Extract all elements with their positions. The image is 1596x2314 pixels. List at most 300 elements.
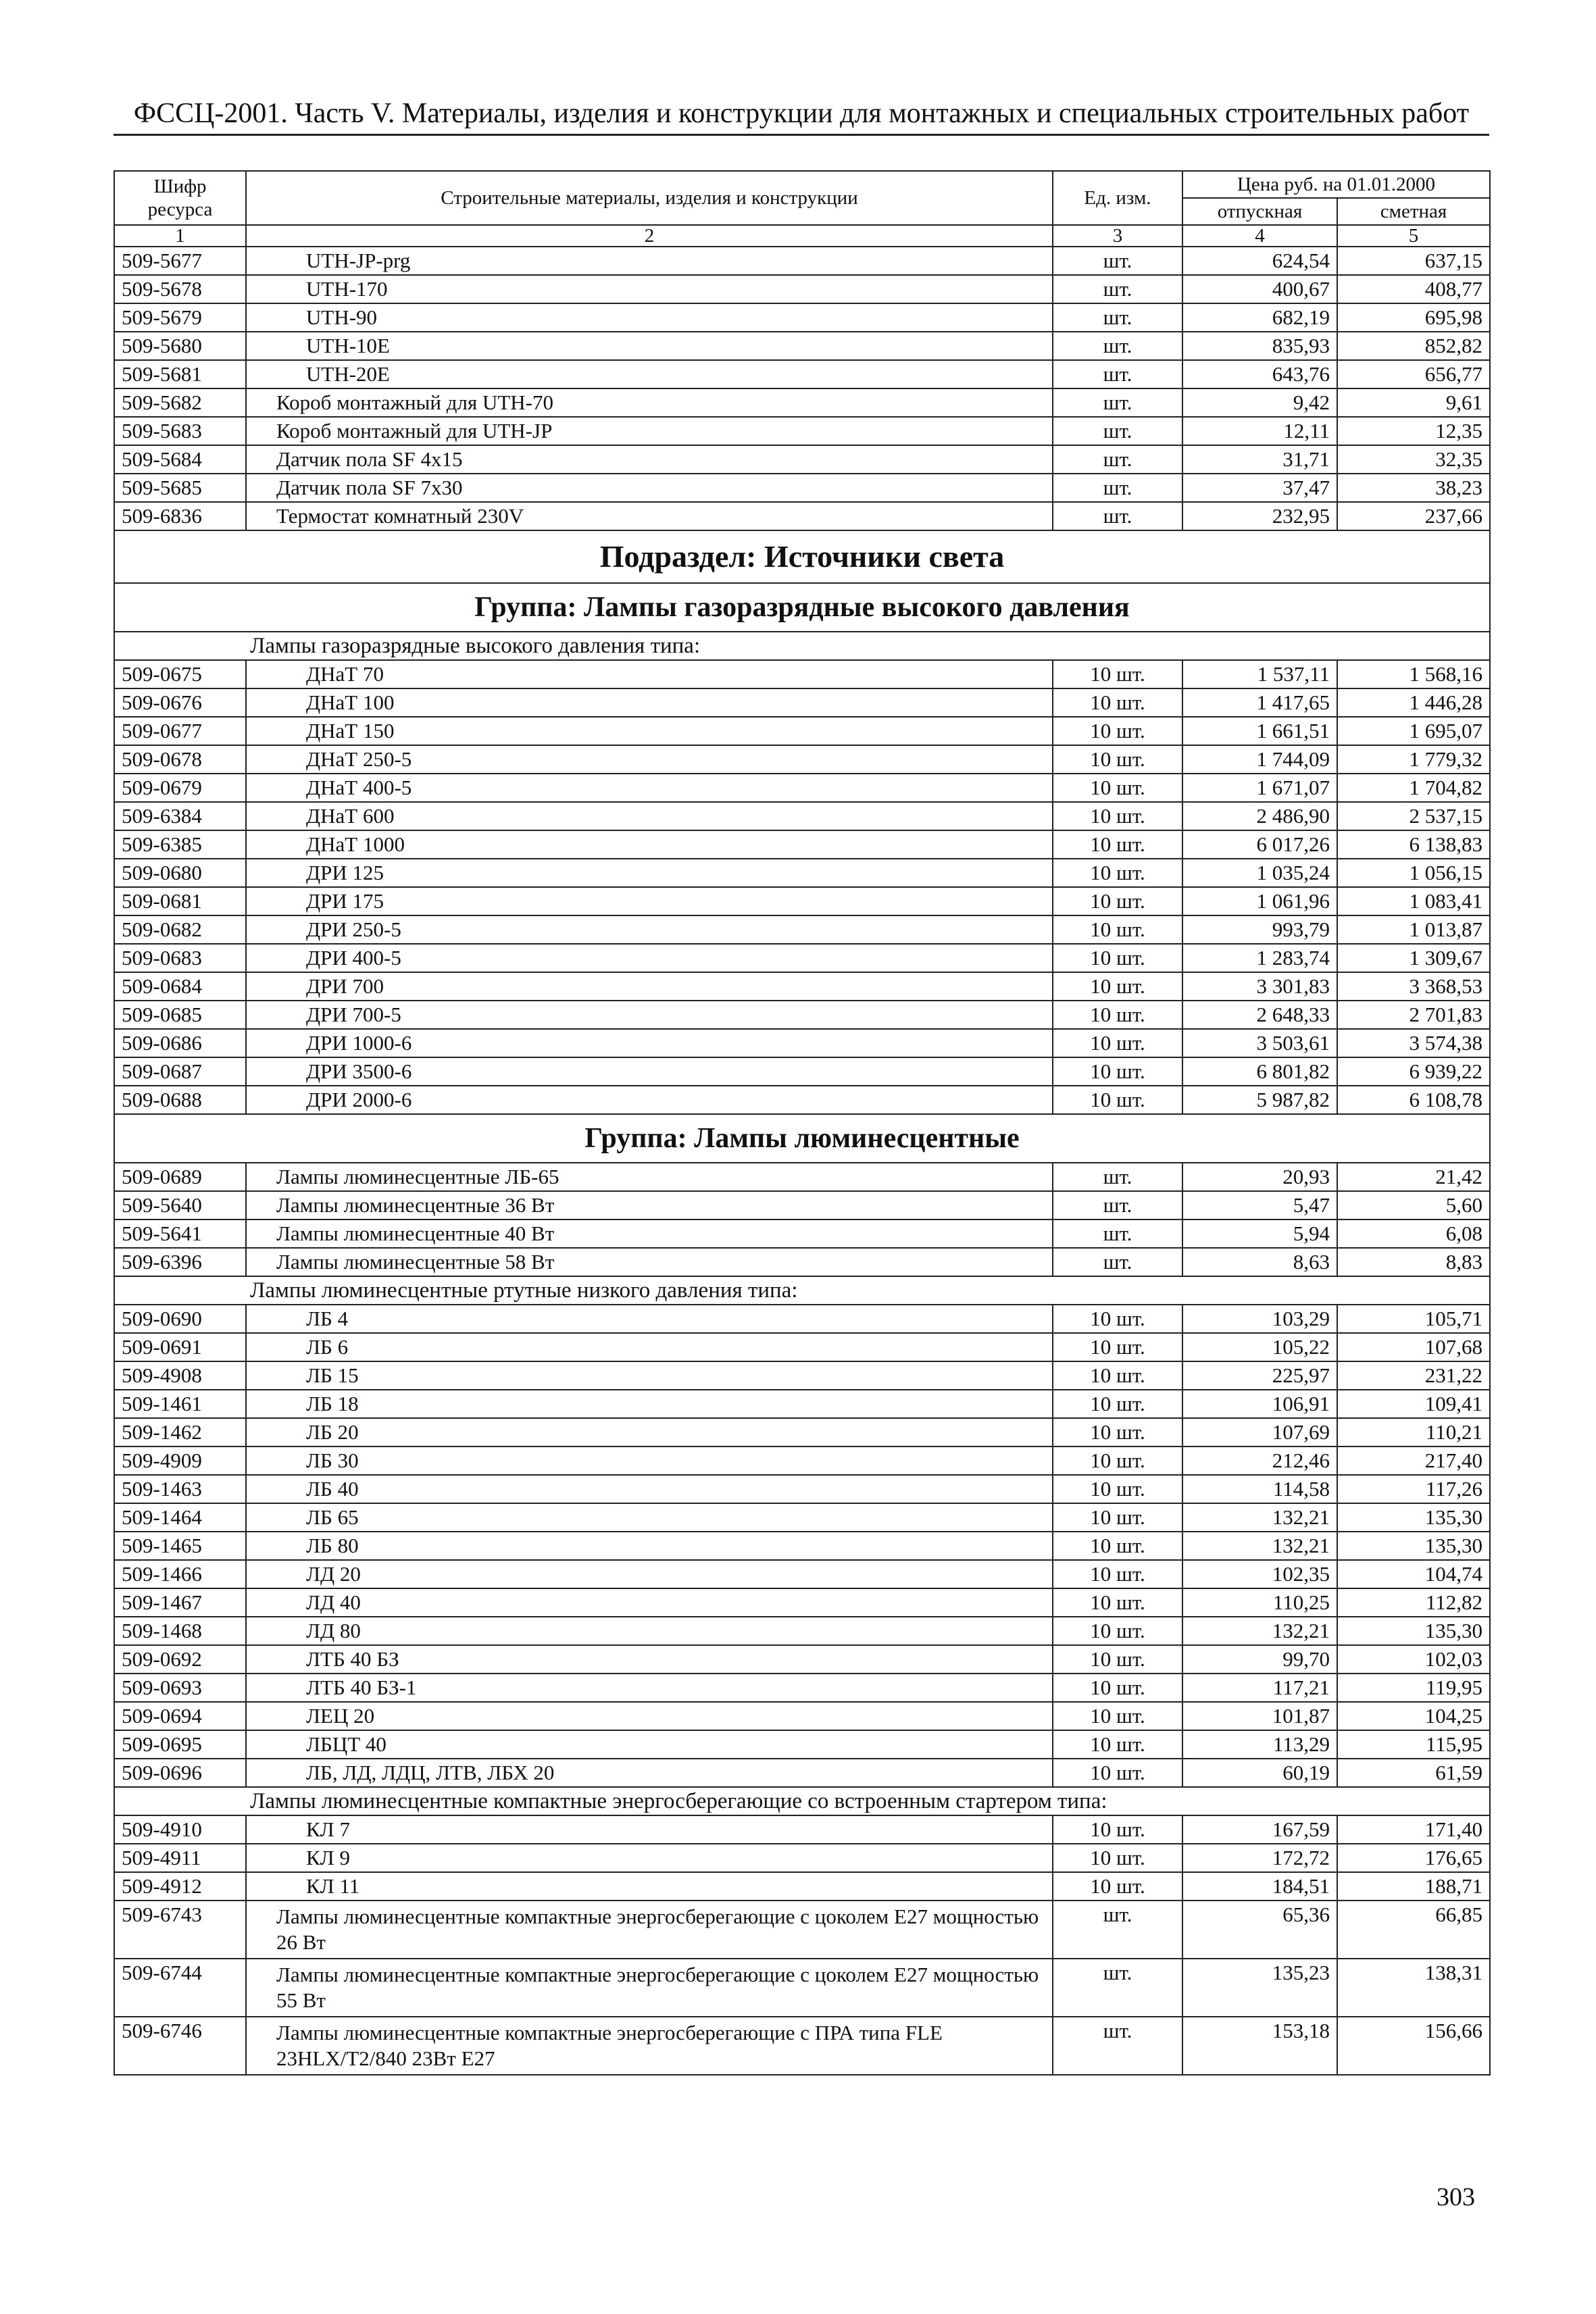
- resource-code: 509-6836: [114, 502, 246, 530]
- resource-code: 509-0690: [114, 1305, 246, 1333]
- item-unit: 10 шт.: [1053, 972, 1182, 1001]
- estimate-price: 135,30: [1337, 1617, 1490, 1645]
- item-name: ЛТБ 40 БЗ: [246, 1645, 1053, 1674]
- item-name: ЛБЦТ 40: [246, 1730, 1053, 1759]
- release-price: 103,29: [1182, 1305, 1337, 1333]
- resource-code: 509-5680: [114, 332, 246, 360]
- release-price: 1 661,51: [1182, 717, 1337, 745]
- type-header-text: Лампы люминесцентные компактные энергосберегающие со встроенным стартером типа:: [114, 1787, 1490, 1815]
- resource-code: 509-0683: [114, 944, 246, 972]
- resource-code: 509-6743: [114, 1901, 246, 1959]
- item-name: ЛБ, ЛД, ЛДЦ, ЛТВ, ЛБХ 20: [246, 1759, 1053, 1787]
- item-name: Термостат комнатный 230V: [246, 502, 1053, 530]
- item-name: ДРИ 250-5: [246, 915, 1053, 944]
- table-row: [114, 1532, 1490, 1560]
- estimate-price: 112,82: [1337, 1588, 1490, 1617]
- estimate-price: 9,61: [1337, 388, 1490, 417]
- table-row: [114, 1390, 1490, 1418]
- item-name: ДРИ 700: [246, 972, 1053, 1001]
- resource-code: 509-6396: [114, 1248, 246, 1276]
- table-row: [114, 1872, 1490, 1901]
- item-name: ЛБ 20: [246, 1418, 1053, 1447]
- table-row: [114, 1901, 1490, 1959]
- item-name: ЛТБ 40 БЗ-1: [246, 1674, 1053, 1702]
- estimate-price: 6,08: [1337, 1219, 1490, 1248]
- table-row: [114, 688, 1490, 717]
- release-price: 65,36: [1182, 1901, 1337, 1959]
- estimate-price: 6 138,83: [1337, 830, 1490, 859]
- table-row: [114, 660, 1490, 688]
- item-unit: 10 шт.: [1053, 830, 1182, 859]
- estimate-price: 2 537,15: [1337, 802, 1490, 830]
- item-name: UTH-JP-prg: [246, 247, 1053, 275]
- item-name: Лампы люминесцентные компактные энергосберегающие с цоколем Е27 мощностью 55 Вт: [246, 1959, 1053, 2017]
- resource-code: 509-4909: [114, 1447, 246, 1475]
- release-price: 31,71: [1182, 445, 1337, 474]
- release-price: 37,47: [1182, 474, 1337, 502]
- release-price: 107,69: [1182, 1418, 1337, 1447]
- release-price: 114,58: [1182, 1475, 1337, 1503]
- estimate-price: 105,71: [1337, 1305, 1490, 1333]
- resource-code: 509-0675: [114, 660, 246, 688]
- estimate-price: 135,30: [1337, 1532, 1490, 1560]
- estimate-price: 6 108,78: [1337, 1086, 1490, 1114]
- resource-code: 509-0685: [114, 1001, 246, 1029]
- table-row: [114, 915, 1490, 944]
- table-row: [114, 303, 1490, 332]
- resource-code: 509-6384: [114, 802, 246, 830]
- estimate-price: 6 939,22: [1337, 1057, 1490, 1086]
- item-unit: 10 шт.: [1053, 1872, 1182, 1901]
- estimate-price: 135,30: [1337, 1503, 1490, 1532]
- page-number: 303: [1437, 2183, 1475, 2211]
- estimate-price: 3 368,53: [1337, 972, 1490, 1001]
- resource-code: 509-0696: [114, 1759, 246, 1787]
- estimate-price: 1 446,28: [1337, 688, 1490, 717]
- col-header-release: отпускная: [1182, 198, 1337, 225]
- item-name: UTH-20E: [246, 360, 1053, 388]
- release-price: 110,25: [1182, 1588, 1337, 1617]
- item-name: ДНаТ 1000: [246, 830, 1053, 859]
- item-name: ЛБ 4: [246, 1305, 1053, 1333]
- item-name: ЛБ 65: [246, 1503, 1053, 1532]
- release-price: 153,18: [1182, 2017, 1337, 2075]
- table-row: [114, 887, 1490, 915]
- release-price: 1 744,09: [1182, 745, 1337, 774]
- resource-code: 509-5641: [114, 1219, 246, 1248]
- table-row: [114, 972, 1490, 1001]
- col-number: 4: [1182, 225, 1337, 247]
- item-unit: 10 шт.: [1053, 688, 1182, 717]
- release-price: 106,91: [1182, 1390, 1337, 1418]
- item-unit: 10 шт.: [1053, 1418, 1182, 1447]
- release-price: 1 671,07: [1182, 774, 1337, 802]
- estimate-price: 12,35: [1337, 417, 1490, 445]
- resource-code: 509-0677: [114, 717, 246, 745]
- resource-code: 509-0691: [114, 1333, 246, 1361]
- estimate-price: 695,98: [1337, 303, 1490, 332]
- item-unit: шт.: [1053, 417, 1182, 445]
- resource-code: 509-0695: [114, 1730, 246, 1759]
- item-unit: 10 шт.: [1053, 1730, 1182, 1759]
- item-unit: 10 шт.: [1053, 1645, 1182, 1674]
- resource-code: 509-5683: [114, 417, 246, 445]
- col-header-price: Цена руб. на 01.01.2000: [1182, 171, 1490, 198]
- release-price: 1 417,65: [1182, 688, 1337, 717]
- item-name: ЛБ 80: [246, 1532, 1053, 1560]
- estimate-price: 107,68: [1337, 1333, 1490, 1361]
- item-unit: 10 шт.: [1053, 1503, 1182, 1532]
- release-price: 184,51: [1182, 1872, 1337, 1901]
- item-name: ЛД 80: [246, 1617, 1053, 1645]
- release-price: 212,46: [1182, 1447, 1337, 1475]
- table-row: [114, 1759, 1490, 1787]
- release-price: 400,67: [1182, 275, 1337, 303]
- estimate-price: 1 083,41: [1337, 887, 1490, 915]
- table-row: [114, 1674, 1490, 1702]
- resource-code: 509-0694: [114, 1702, 246, 1730]
- item-unit: шт.: [1053, 1191, 1182, 1219]
- item-name: Лампы люминесцентные компактные энергосберегающие с цоколем Е27 мощностью 26 Вт: [246, 1901, 1053, 1959]
- item-name: КЛ 7: [246, 1815, 1053, 1844]
- estimate-price: 109,41: [1337, 1390, 1490, 1418]
- release-price: 9,42: [1182, 388, 1337, 417]
- estimate-price: 637,15: [1337, 247, 1490, 275]
- item-unit: шт.: [1053, 474, 1182, 502]
- estimate-price: 188,71: [1337, 1872, 1490, 1901]
- resource-code: 509-0682: [114, 915, 246, 944]
- table-row: [114, 1029, 1490, 1057]
- table-row: [114, 502, 1490, 530]
- table-row: [114, 474, 1490, 502]
- release-price: 682,19: [1182, 303, 1337, 332]
- item-name: Датчик пола SF 7x30: [246, 474, 1053, 502]
- item-unit: 10 шт.: [1053, 1674, 1182, 1702]
- estimate-price: 110,21: [1337, 1418, 1490, 1447]
- resource-code: 509-4910: [114, 1815, 246, 1844]
- table-row: [114, 1560, 1490, 1588]
- item-unit: 10 шт.: [1053, 859, 1182, 887]
- estimate-price: 8,83: [1337, 1248, 1490, 1276]
- item-name: ДНаТ 100: [246, 688, 1053, 717]
- table-row: [114, 332, 1490, 360]
- item-unit: шт.: [1053, 247, 1182, 275]
- resource-code: 509-0684: [114, 972, 246, 1001]
- resource-code: 509-0686: [114, 1029, 246, 1057]
- item-unit: 10 шт.: [1053, 1361, 1182, 1390]
- item-name: ДРИ 400-5: [246, 944, 1053, 972]
- resource-code: 509-0676: [114, 688, 246, 717]
- estimate-price: 115,95: [1337, 1730, 1490, 1759]
- item-unit: 10 шт.: [1053, 1815, 1182, 1844]
- table-row: [114, 774, 1490, 802]
- item-name: Лампы люминесцентные ЛБ-65: [246, 1163, 1053, 1191]
- estimate-price: 102,03: [1337, 1645, 1490, 1674]
- type-header-row: [114, 1276, 1490, 1305]
- estimate-price: 656,77: [1337, 360, 1490, 388]
- item-unit: 10 шт.: [1053, 745, 1182, 774]
- item-name: ЛБ 40: [246, 1475, 1053, 1503]
- type-header-row: [114, 1787, 1490, 1815]
- release-price: 132,21: [1182, 1617, 1337, 1645]
- estimate-price: 217,40: [1337, 1447, 1490, 1475]
- item-unit: шт.: [1053, 388, 1182, 417]
- item-unit: 10 шт.: [1053, 1588, 1182, 1617]
- table-row: [114, 1815, 1490, 1844]
- resource-code: 509-0680: [114, 859, 246, 887]
- col-header-code: Шифр ресурса: [114, 171, 246, 225]
- resource-code: 509-5677: [114, 247, 246, 275]
- resource-code: 509-5640: [114, 1191, 246, 1219]
- estimate-price: 38,23: [1337, 474, 1490, 502]
- item-unit: 10 шт.: [1053, 1560, 1182, 1588]
- item-unit: 10 шт.: [1053, 717, 1182, 745]
- col-number: 5: [1337, 225, 1490, 247]
- table-row: [114, 1057, 1490, 1086]
- item-unit: 10 шт.: [1053, 774, 1182, 802]
- release-price: 1 061,96: [1182, 887, 1337, 915]
- item-unit: 10 шт.: [1053, 1029, 1182, 1057]
- release-price: 60,19: [1182, 1759, 1337, 1787]
- estimate-price: 408,77: [1337, 275, 1490, 303]
- item-unit: 10 шт.: [1053, 1001, 1182, 1029]
- item-name: Короб монтажный для UTH-JP: [246, 417, 1053, 445]
- table-row: [114, 247, 1490, 275]
- estimate-price: 1 309,67: [1337, 944, 1490, 972]
- estimate-price: 176,65: [1337, 1844, 1490, 1872]
- item-name: UTH-90: [246, 303, 1053, 332]
- release-price: 20,93: [1182, 1163, 1337, 1191]
- item-name: ЛБ 6: [246, 1333, 1053, 1361]
- group-row: [114, 583, 1490, 632]
- table-row: [114, 1191, 1490, 1219]
- table-row: [114, 1447, 1490, 1475]
- table-row: [114, 1333, 1490, 1361]
- resource-code: 509-0679: [114, 774, 246, 802]
- release-price: 6 017,26: [1182, 830, 1337, 859]
- estimate-price: 104,25: [1337, 1702, 1490, 1730]
- item-name: Лампы люминесцентные 58 Вт: [246, 1248, 1053, 1276]
- release-price: 99,70: [1182, 1645, 1337, 1674]
- item-unit: шт.: [1053, 275, 1182, 303]
- item-unit: 10 шт.: [1053, 1447, 1182, 1475]
- resource-code: 509-6746: [114, 2017, 246, 2075]
- table-row: [114, 1001, 1490, 1029]
- col-header-unit: Ед. изм.: [1053, 171, 1182, 225]
- release-price: 643,76: [1182, 360, 1337, 388]
- item-name: ДНаТ 70: [246, 660, 1053, 688]
- type-header-text: Лампы газоразрядные высокого давления типа:: [114, 632, 1490, 660]
- table-row: [114, 1617, 1490, 1645]
- estimate-price: 138,31: [1337, 1959, 1490, 2017]
- resource-code: 509-4908: [114, 1361, 246, 1390]
- resource-code: 509-1467: [114, 1588, 246, 1617]
- type-header-text: Лампы люминесцентные ртутные низкого давления типа:: [114, 1276, 1490, 1305]
- table-row: [114, 445, 1490, 474]
- resource-code: 509-0693: [114, 1674, 246, 1702]
- resource-code: 509-1466: [114, 1560, 246, 1588]
- estimate-price: 1 013,87: [1337, 915, 1490, 944]
- release-price: 1 283,74: [1182, 944, 1337, 972]
- item-name: КЛ 11: [246, 1872, 1053, 1901]
- item-name: ЛД 40: [246, 1588, 1053, 1617]
- item-name: ДНаТ 150: [246, 717, 1053, 745]
- item-name: ЛБ 18: [246, 1390, 1053, 1418]
- release-price: 172,72: [1182, 1844, 1337, 1872]
- item-name: ДРИ 1000-6: [246, 1029, 1053, 1057]
- release-price: 101,87: [1182, 1702, 1337, 1730]
- resource-code: 509-1461: [114, 1390, 246, 1418]
- table-row: [114, 802, 1490, 830]
- table-row: [114, 1305, 1490, 1333]
- col-number: 2: [246, 225, 1053, 247]
- type-header-row: [114, 632, 1490, 660]
- resource-code: 509-6385: [114, 830, 246, 859]
- item-unit: 10 шт.: [1053, 1702, 1182, 1730]
- table-row: [114, 1645, 1490, 1674]
- item-unit: 10 шт.: [1053, 944, 1182, 972]
- item-unit: шт.: [1053, 2017, 1182, 2075]
- item-unit: 10 шт.: [1053, 1086, 1182, 1114]
- release-price: 5,47: [1182, 1191, 1337, 1219]
- resource-code: 509-0681: [114, 887, 246, 915]
- item-unit: шт.: [1053, 303, 1182, 332]
- table-row: [114, 1248, 1490, 1276]
- estimate-price: 852,82: [1337, 332, 1490, 360]
- item-name: Датчик пола SF 4x15: [246, 445, 1053, 474]
- release-price: 135,23: [1182, 1959, 1337, 2017]
- release-price: 993,79: [1182, 915, 1337, 944]
- table-row: [114, 2017, 1490, 2075]
- estimate-price: 237,66: [1337, 502, 1490, 530]
- item-name: Лампы люминесцентные компактные энергосберегающие с ПРА типа FLE 23HLX/T2/840 23Вт Е27: [246, 2017, 1053, 2075]
- release-price: 1 537,11: [1182, 660, 1337, 688]
- release-price: 132,21: [1182, 1532, 1337, 1560]
- subsection-row: [114, 530, 1490, 583]
- resource-code: 509-5682: [114, 388, 246, 417]
- estimate-price: 32,35: [1337, 445, 1490, 474]
- item-unit: шт.: [1053, 360, 1182, 388]
- item-name: ЛД 20: [246, 1560, 1053, 1588]
- table-row: [114, 388, 1490, 417]
- item-unit: 10 шт.: [1053, 1844, 1182, 1872]
- table-row: [114, 859, 1490, 887]
- table-row: [114, 717, 1490, 745]
- group-row: [114, 1114, 1490, 1163]
- item-unit: 10 шт.: [1053, 887, 1182, 915]
- release-price: 2 486,90: [1182, 802, 1337, 830]
- item-name: ДРИ 3500-6: [246, 1057, 1053, 1086]
- estimate-price: 21,42: [1337, 1163, 1490, 1191]
- item-name: ДРИ 2000-6: [246, 1086, 1053, 1114]
- release-price: 1 035,24: [1182, 859, 1337, 887]
- col-header-estimate: сметная: [1337, 198, 1490, 225]
- release-price: 5 987,82: [1182, 1086, 1337, 1114]
- table-row: [114, 417, 1490, 445]
- table-row: [114, 1475, 1490, 1503]
- col-header-name: Строительные материалы, изделия и конструкции: [246, 171, 1053, 225]
- item-name: КЛ 9: [246, 1844, 1053, 1872]
- item-name: Лампы люминесцентные 40 Вт: [246, 1219, 1053, 1248]
- estimate-price: 231,22: [1337, 1361, 1490, 1390]
- table-row: [114, 360, 1490, 388]
- resource-code: 509-1464: [114, 1503, 246, 1532]
- item-unit: шт.: [1053, 1959, 1182, 2017]
- table-body: [114, 247, 1490, 2075]
- table-row: [114, 1702, 1490, 1730]
- item-unit: шт.: [1053, 1248, 1182, 1276]
- item-name: UTH-10E: [246, 332, 1053, 360]
- item-unit: 10 шт.: [1053, 1390, 1182, 1418]
- subsection-title: Подраздел: Источники света: [114, 530, 1490, 583]
- item-name: ДНаТ 400-5: [246, 774, 1053, 802]
- price-table: [114, 170, 1491, 2076]
- resource-code: 509-0689: [114, 1163, 246, 1191]
- item-name: ДРИ 175: [246, 887, 1053, 915]
- item-name: ДРИ 125: [246, 859, 1053, 887]
- resource-code: 509-0688: [114, 1086, 246, 1114]
- item-unit: 10 шт.: [1053, 1759, 1182, 1787]
- release-price: 624,54: [1182, 247, 1337, 275]
- resource-code: 509-0678: [114, 745, 246, 774]
- estimate-price: 66,85: [1337, 1901, 1490, 1959]
- estimate-price: 117,26: [1337, 1475, 1490, 1503]
- estimate-price: 156,66: [1337, 2017, 1490, 2075]
- release-price: 102,35: [1182, 1560, 1337, 1588]
- estimate-price: 104,74: [1337, 1560, 1490, 1588]
- release-price: 835,93: [1182, 332, 1337, 360]
- release-price: 3 301,83: [1182, 972, 1337, 1001]
- item-unit: 10 шт.: [1053, 1475, 1182, 1503]
- table-row: [114, 1418, 1490, 1447]
- estimate-price: 1 695,07: [1337, 717, 1490, 745]
- item-name: Короб монтажный для UTH-70: [246, 388, 1053, 417]
- item-unit: 10 шт.: [1053, 1532, 1182, 1560]
- release-price: 12,11: [1182, 417, 1337, 445]
- estimate-price: 1 779,32: [1337, 745, 1490, 774]
- item-unit: 10 шт.: [1053, 802, 1182, 830]
- item-name: UTH-170: [246, 275, 1053, 303]
- resource-code: 509-4912: [114, 1872, 246, 1901]
- resource-code: 509-0687: [114, 1057, 246, 1086]
- table-row: [114, 830, 1490, 859]
- release-price: 117,21: [1182, 1674, 1337, 1702]
- item-name: Лампы люминесцентные 36 Вт: [246, 1191, 1053, 1219]
- estimate-price: 171,40: [1337, 1815, 1490, 1844]
- item-name: ДНаТ 250-5: [246, 745, 1053, 774]
- item-unit: 10 шт.: [1053, 1057, 1182, 1086]
- item-unit: 10 шт.: [1053, 915, 1182, 944]
- page-header: ФССЦ-2001. Часть V. Материалы, изделия и конструкции для монтажных и специальных строительных работ: [133, 98, 1470, 129]
- table-row: [114, 1844, 1490, 1872]
- table-row: [114, 1959, 1490, 2017]
- table-row: [114, 1086, 1490, 1114]
- item-name: ДНаТ 600: [246, 802, 1053, 830]
- release-price: 8,63: [1182, 1248, 1337, 1276]
- estimate-price: 5,60: [1337, 1191, 1490, 1219]
- item-unit: шт.: [1053, 1219, 1182, 1248]
- item-unit: шт.: [1053, 1163, 1182, 1191]
- table-row: [114, 1361, 1490, 1390]
- estimate-price: 3 574,38: [1337, 1029, 1490, 1057]
- resource-code: 509-1468: [114, 1617, 246, 1645]
- estimate-price: 61,59: [1337, 1759, 1490, 1787]
- table-row: [114, 1219, 1490, 1248]
- release-price: 3 503,61: [1182, 1029, 1337, 1057]
- item-unit: 10 шт.: [1053, 1617, 1182, 1645]
- item-unit: 10 шт.: [1053, 660, 1182, 688]
- resource-code: 509-4911: [114, 1844, 246, 1872]
